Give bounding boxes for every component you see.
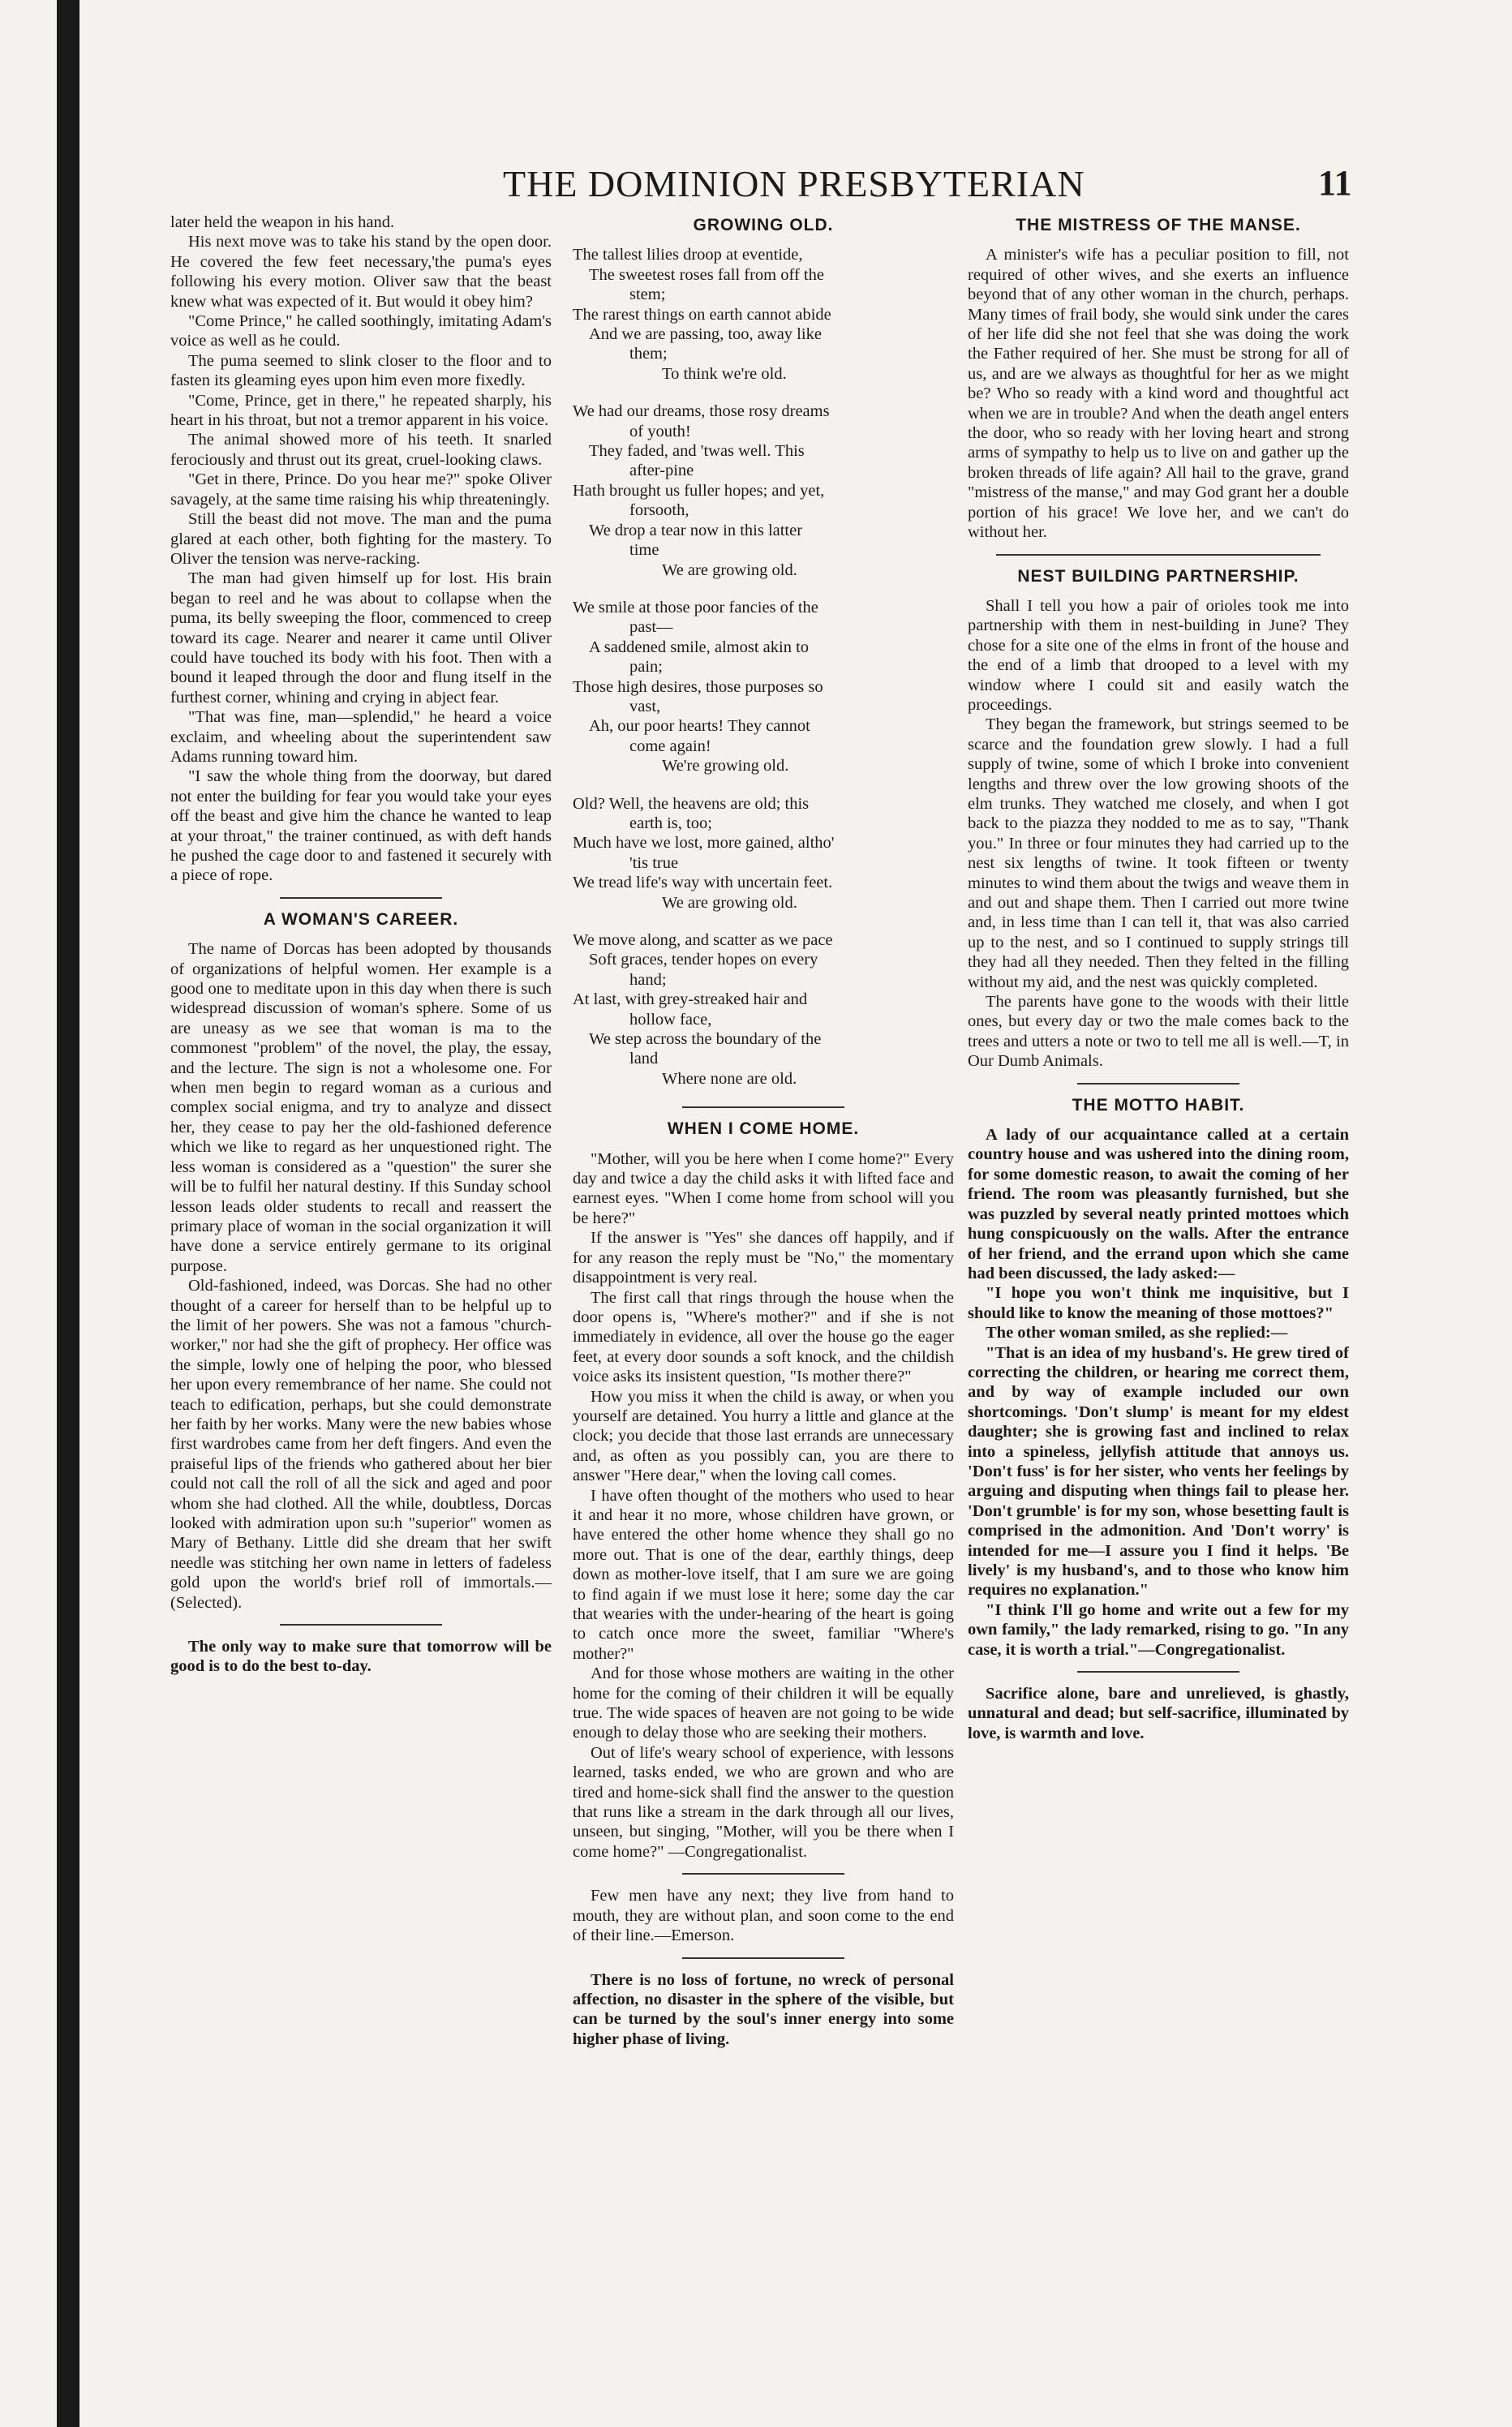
poem-line: The sweetest roses fall from off the bbox=[589, 265, 824, 284]
headline-when-i-come-home: WHEN I COME HOME. bbox=[667, 1119, 860, 1139]
paragraph: The other woman smiled, as she replied:— bbox=[986, 1324, 1288, 1342]
poem-line: vast, bbox=[629, 697, 661, 715]
divider bbox=[1077, 1671, 1239, 1673]
column-3 bbox=[968, 213, 1349, 1743]
paragraph: The first call that rings through the house when the door opens is, "Where's mother?" and if she is not immediately in evidence, all over the house go the eager feet, at every door sounds a soft knock, and the childish voice asks its insistent question, "Is mother there?" bbox=[573, 1288, 954, 1386]
poem-line: them; bbox=[629, 345, 668, 363]
paragraph: I have often thought of the mothers who used to hear it and hear it no more, whose children have grown, or have entered the other home whence they shall go no more out. That is one of the dear, earthly things, deep down as mother-love itself, that I am sure we are going to find again if we must lose it here; some day the car that wearies with the under-hearing of the heart is going to catch once more the sweet, familiar "Where's mother?" bbox=[573, 1486, 954, 1663]
poem-line: And we are passing, too, away like bbox=[589, 325, 822, 344]
paragraph: A minister's wife has a peculiar position to fill, not required of other wives, and she exerts an influence beyond that of any other woman in the church, perhaps. Many times of frail body, she would sink under the cares of her life did she not feel that she was doing the work the Father required of her. She must be strong for all of us, and are we always as thoughtful for her as we might be? Who so ready with a kind word and thoughtful act when we are in trouble? And when the death angel enters the door, who so ready with her loving heart and strong arms of sympathy to help us to live on and gather up the broken threads of life again? All hail to the grave, grand "mistress of the manse," and may God grant her a double portion of his grace! We love her, and we can't do without her. bbox=[968, 246, 1349, 542]
poem-line: We are growing old. bbox=[662, 561, 797, 579]
poem-line: We drop a tear now in this latter bbox=[589, 521, 803, 539]
story-ending bbox=[170, 213, 552, 886]
paragraph: "I hope you won't think me inquisitive, but I should like to know the meaning of those mottoes?" bbox=[968, 1284, 1349, 1322]
poem-line: The tallest lilies droop at eventide, bbox=[573, 246, 803, 264]
paragraph: His next move was to take his stand by the open door. He covered the few feet necessary,'the puma's eyes following his every motion. Oliver saw that the beast knew what was expected of it. But would it obey him? bbox=[170, 233, 552, 311]
article-nest-building bbox=[968, 596, 1349, 1072]
poem-line: after-pine bbox=[629, 462, 694, 480]
paragraph: The puma seemed to slink closer to the floor and to fasten its gleaming eyes upon him even more fixedly. bbox=[170, 351, 552, 390]
poem-line: Much have we lost, more gained, altho' bbox=[573, 834, 835, 853]
divider bbox=[996, 554, 1321, 556]
article-when-i-come-home bbox=[573, 1149, 954, 1862]
poem-line: We're growing old. bbox=[662, 757, 789, 775]
headline-motto-habit: THE MOTTO HABIT. bbox=[1072, 1095, 1245, 1115]
poem-stanza bbox=[573, 598, 954, 776]
poem-line: We smile at those poor fancies of the bbox=[573, 598, 818, 616]
divider bbox=[280, 1624, 442, 1626]
closing-maxim bbox=[170, 1637, 552, 1677]
paragraph: "Come Prince," he called soothingly, imitating Adam's voice as well as he could. bbox=[170, 312, 552, 350]
emerson-quote: Few men have any next; they live from hand to mouth, they are without plan, and soon come to the end of their line.—Emerson. bbox=[573, 1887, 954, 1945]
poem-line: time bbox=[629, 541, 659, 560]
poem-line: We move along, and scatter as we pace bbox=[573, 931, 833, 949]
paragraph: later held the weapon in his hand. bbox=[170, 213, 395, 231]
paragraph: "Come, Prince, get in there," he repeated sharply, his heart in his throat, but not a tremor apparent in his voice. bbox=[170, 391, 552, 430]
poem-line: Where none are old. bbox=[662, 1069, 797, 1088]
column-2 bbox=[573, 213, 954, 2049]
paragraph: The man had given himself up for lost. His brain began to reel and he was about to collapse when the puma, its belly sweeping the floor, commenced to creep toward its cage. Nearer and nearer it came until Oliver could have touched its body with his foot. Then with a bound it leaped through the door and flung itself in the furthest corner, whining and crying in abject fear. bbox=[170, 569, 552, 707]
paragraph: Shall I tell you how a pair of orioles took me into partnership with them in nest-building in June? They chose for a site one of the elms in front of the house and the end of a limb that drooped to a level with my window where I could sit and easily watch the proceedings. bbox=[968, 596, 1349, 714]
poem-line: come again! bbox=[629, 737, 711, 755]
paragraph: Sacrifice alone, bare and unrelieved, is ghastly, unnatural and dead; but self-sacrifice, illuminated by love, is warmth and love. bbox=[968, 1685, 1349, 1742]
headline-mistress-of-manse: THE MISTRESS OF THE MANSE. bbox=[1016, 216, 1301, 234]
sacrifice-quote bbox=[968, 1684, 1349, 1743]
poem-line: forsooth, bbox=[629, 501, 689, 520]
poem-line: stem; bbox=[629, 286, 666, 304]
poem-line: At last, with grey-streaked hair and bbox=[573, 990, 808, 1009]
poem-line: pain; bbox=[629, 658, 663, 677]
poem-stanza bbox=[573, 402, 954, 580]
paragraph: The animal showed more of his teeth. It snarled ferociously and thrust out its great, cruel-looking claws. bbox=[170, 431, 552, 469]
poem-line: The rarest things on earth cannot abide bbox=[573, 305, 831, 324]
poem-line: 'tis true bbox=[629, 853, 679, 872]
poem-stanza bbox=[573, 245, 954, 384]
newspaper-title: THE DOMINION PRESBYTERIAN bbox=[503, 163, 1085, 204]
poem-line: of youth! bbox=[629, 422, 691, 440]
fortune-quote bbox=[573, 1970, 954, 2050]
paragraph: There is no loss of fortune, no wreck of personal affection, no disaster in the sphere of the visible, but can be turned by the soul's inner energy into some higher phase of living. bbox=[573, 1970, 954, 2048]
divider bbox=[682, 1957, 844, 1959]
page-number: 11 bbox=[1318, 163, 1352, 203]
paragraph: "Get in there, Prince. Do you hear me?" spoke Oliver savagely, at the same time raising his whip threateningly. bbox=[170, 470, 552, 509]
poem-line: A saddened smile, almost akin to bbox=[589, 638, 810, 656]
poem-line: Soft graces, tender hopes on every bbox=[589, 951, 818, 969]
divider bbox=[280, 897, 442, 899]
paragraph: The only way to make sure that tomorrow will be good is to do the best to-day. bbox=[170, 1638, 552, 1676]
headline-nest-building: NEST BUILDING PARTNERSHIP. bbox=[1017, 566, 1299, 586]
paragraph: The name of Dorcas has been adopted by thousands of organizations of helpful women. Her example is a good one to meditate upon in this day when there is such widespread discussion of woman's sphere. Some of us are uneasy as we see that woman is ma to the commonest "problem" of the novel, the play, the essay, and the lecture. The sign is not a wholesome one. For when men begin to regard woman as a curious and complex social enigma, and try to analyze and dissect her, they cease to pay her the old-fashioned deference which we like to regard as her unquestioned right. The less woman is considered as a "question" the surer she will be to fulfil her natural destiny. If this Sunday school lesson leads older students to recall and reassert the primary place of woman in the social organization it will have done a service entirely germane to its original purpose. bbox=[170, 940, 552, 1275]
paragraph: How you miss it when the child is away, or when you yourself are detained. You hurry a little and glance at the clock; you decide that those last errands are unnecessary and, as often as you possibly can, you are there to answer "Here dear," when the loving call comes. bbox=[573, 1387, 954, 1485]
divider bbox=[682, 1873, 844, 1875]
poem-line: To think we're old. bbox=[662, 364, 787, 383]
divider bbox=[682, 1106, 844, 1108]
poem-line: past— bbox=[629, 618, 673, 637]
paragraph: Out of life's weary school of experience, with lessons learned, tasks ended, we who are grown and who are tired and home-sick shall find the answer to the question that runs like a stream in the dark through all our lives, unseen, but singing, "Mother, will you be there when I come home?" —Congregationalist. bbox=[573, 1743, 954, 1861]
headline-growing-old: GROWING OLD. bbox=[693, 216, 834, 234]
paragraph: A lady of our acquaintance called at a certain country house and was ushered into the dining room, for some domestic reason, to await the coming of her friend. The room was pleasantly furnished, but she was puzzled by several neatly printed mottoes which hung conspicuously on the walls. After the entrance of her friend, and the errand upon which she came had been discussed, the lady asked:— bbox=[968, 1126, 1349, 1282]
headline-womans-career: A WOMAN'S CAREER. bbox=[263, 909, 459, 929]
paragraph: The parents have gone to the woods with their little ones, but every day or two the male comes back to the trees and utters a note or two to tell me all is well.—T, in Our Dumb Animals. bbox=[968, 993, 1349, 1071]
poem-stanza bbox=[573, 930, 954, 1089]
article-motto-habit bbox=[968, 1125, 1349, 1660]
paragraph: And for those whose mothers are waiting in the other home for the coming of their children it will be equally true. The wide spaces of heaven are not going to be wide enough to delay those who are seeking their mothers. bbox=[573, 1665, 954, 1742]
poem-line: We are growing old. bbox=[662, 893, 797, 912]
paragraph: If the answer is "Yes" she dances off happily, and if for any reason the reply must be "No," the momentary disappointment is very real. bbox=[573, 1229, 954, 1287]
page-header bbox=[162, 162, 1379, 219]
paragraph: "That was fine, man—splendid," he heard a voice exclaim, and wheeling about the superintendent saw Adams running toward him. bbox=[170, 708, 552, 766]
paragraph: "Mother, will you be here when I come home?" Every day and twice a day the child asks it with lifted face and earnest eyes. "When I come home from school will you be here?" bbox=[573, 1149, 954, 1227]
poem-line: We step across the boundary of the bbox=[589, 1030, 822, 1049]
paragraph: "I saw the whole thing from the doorway, but dared not enter the building for fear you would take your eyes off the beast and give him the chance he wanted to leap at your throat," the trainer continued, as with deft hands he pushed the cage door to and fastened it securely with a piece of rope. bbox=[170, 767, 552, 885]
paragraph: "I think I'll go home and write out a few for my own family," the lady remarked, rising to go. "In any case, it is worth a trial."—Congregationalist. bbox=[968, 1600, 1349, 1659]
binding-edge bbox=[57, 0, 79, 2427]
poem-line: Old? Well, the heavens are old; this bbox=[573, 794, 810, 813]
poem-line: Hath brought us fuller hopes; and yet, bbox=[573, 481, 825, 500]
poem-line: We had our dreams, those rosy dreams bbox=[573, 402, 830, 421]
divider bbox=[1077, 1083, 1239, 1085]
paragraph: "That is an idea of my husband's. He grew tired of correcting the children, or hearing me correct them, and by way of example included our own shortcomings. 'Don't slump' is meant for my eldest daughter; she is growing fast and inclined to relax into a spineless, jellyfish attitude that annoys us. 'Don't fuss' is for her sister, who vents her feelings by arguing and disputing when things fail to please her. 'Don't grumble' is for my son, whose besetting fault is comprised in the admonition. And 'Don't worry' is intended for me—I assure you I find it helps. 'Be lively' is my husband's, and to those who know him requires no explanation." bbox=[968, 1343, 1349, 1600]
poem-line: Those high desires, those purposes so bbox=[573, 677, 823, 696]
poem-line: hand; bbox=[629, 970, 667, 989]
poem-line: land bbox=[629, 1050, 659, 1068]
poem-growing-old bbox=[573, 245, 954, 1089]
paragraph: Still the beast did not move. The man and the puma glared at each other, both fighting for the mastery. To Oliver the tension was nerve-racking. bbox=[170, 510, 552, 568]
paragraph: They began the framework, but strings seemed to be scarce and the foundation grew slowly. I had a full supply of twine, some of which I broke into convenient lengths and threw over the low growing shoots of the elm trunks. They watched me closely, and when I got back to the piazza they nodded to me as to say, "Thank you." In three or four minutes they had carried up to the nest six lengths of twine. It took fifteen or twenty minutes to wind them about the twigs and weave them in and out and shape them. Then I carried out more twine and, in less time than I can tell it, that was also carried up to the nest, and so I continued to supply strings till they had all they needed. Then they felted in the filling without my aid, and the nest was quickly completed. bbox=[968, 715, 1349, 991]
poem-line: hollow face, bbox=[629, 1010, 712, 1029]
poem-line: Ah, our poor hearts! They cannot bbox=[589, 717, 810, 736]
poem-stanza bbox=[573, 794, 954, 913]
paragraph: Old-fashioned, indeed, was Dorcas. She had no other thought of a career for herself than to be helpful up to the limit of her powers. She was not a famous "church-worker," nor had she the gift of prophecy. Her office was the simple, lowly one of helping the poor, who blessed her upon every remembrance of her name. She could not teach to edification, perhaps, but she could demonstrate her faith by her works. Many were the new babies whose first wardrobes came from her deft fingers. And even the praiseful lips of the friends who gathered about her bier could not call the roll of all the sick and aged and poor whom she had clothed. All the while, doubtless, Dorcas looked with admiration upon su:h "superior" women as Mary of Bethany. Little did she dream that her swift needle was stitching her own name in letters of fadeless gold upon the world's brief roll of immortals.—(Selected). bbox=[170, 1277, 552, 1612]
poem-line: earth is, too; bbox=[629, 814, 712, 832]
poem-line: We tread life's way with uncertain feet. bbox=[573, 874, 833, 892]
poem-line: They faded, and 'twas well. This bbox=[589, 442, 805, 461]
column-1 bbox=[170, 213, 552, 1677]
article-womans-career bbox=[170, 939, 552, 1613]
